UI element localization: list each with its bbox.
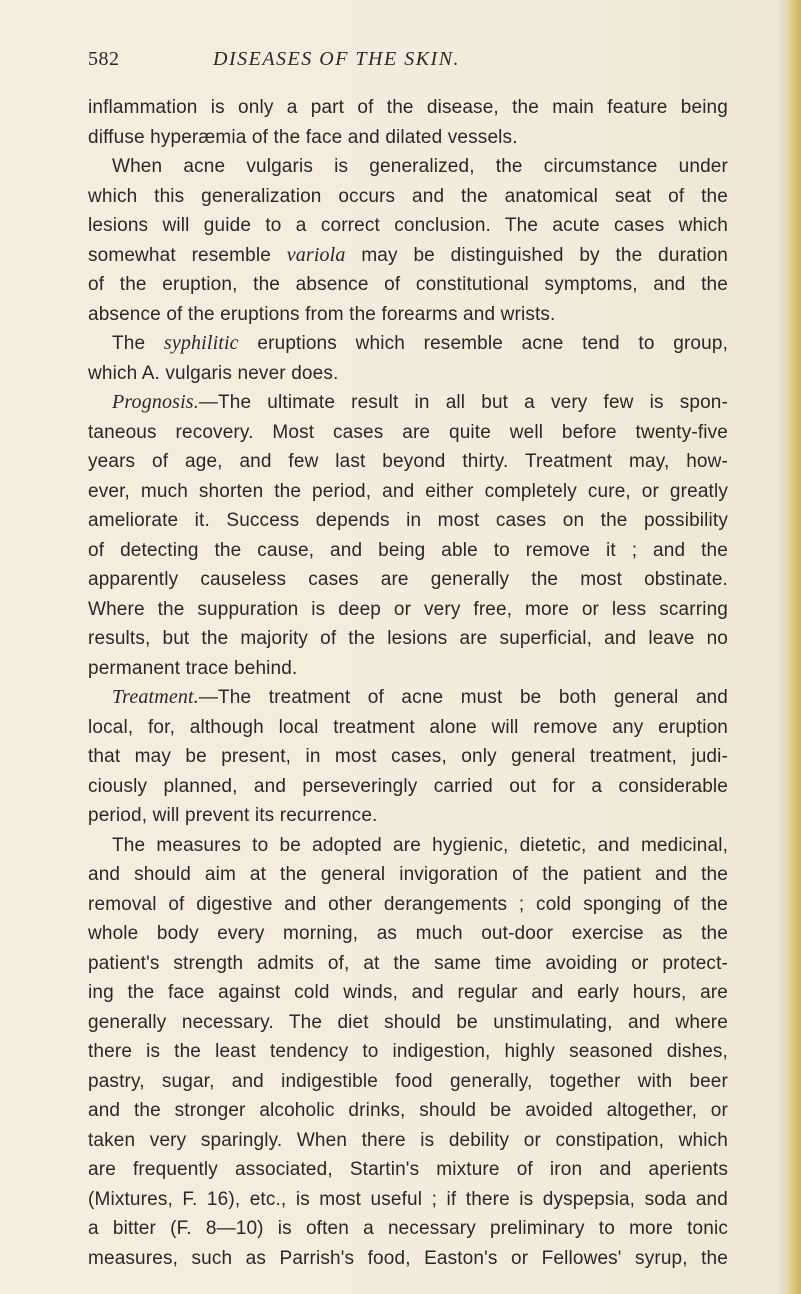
text-line [88,359,728,389]
text-line [88,978,728,1008]
text-line [88,624,728,654]
text-line [88,1096,728,1126]
text-line [88,388,728,418]
text-line [88,1214,728,1244]
text-line [88,1244,728,1274]
italic-text: syphilitic [163,332,239,354]
text-run: of detecting the cause, and being able to remove it ; and the [88,539,728,561]
text-run: absence of the eruptions from the forearms and wrists. [88,303,556,325]
text-run: permanent trace behind. [88,657,298,679]
body-text [88,93,728,1273]
text-run: a bitter (F. 8—10) is often a necessary preliminary to more tonic [88,1218,728,1239]
text-line [88,860,728,890]
text-line [88,1067,728,1097]
text-line [88,182,728,212]
text-line [88,211,728,241]
text-run: removal of digestive and other derangements ; cold sponging of the [88,893,728,915]
text-line [88,300,728,330]
text-line [88,329,728,359]
text-line [88,270,728,300]
text-run: measures, such as Parrish's food, Easton's or Fellowes' syrup, the [88,1247,728,1269]
text-run: years of age, and few last beyond thirty. Treatment may, how- [88,451,728,472]
text-run: —The ultimate result in all but a very few is spon- [198,392,728,413]
text-run: of the eruption, the absence of constitutional symptoms, and the [88,274,728,295]
page-header [88,48,728,78]
text-line [88,1008,728,1038]
text-run: results, but the majority of the lesions are superficial, and leave no [88,628,728,649]
text-line [88,506,728,536]
text-line [88,1037,728,1067]
text-line [88,1126,728,1156]
text-run: and the stronger alcoholic drinks, should be avoided altogether, or [88,1100,728,1121]
page-number: 582 [88,48,120,70]
italic-text: Prognosis. [112,391,199,413]
italic-text: variola [286,243,346,266]
text-line [88,654,728,684]
text-line [88,683,728,713]
text-run: The [112,333,164,354]
text-run: Where the suppuration is deep or very free, more or less scarring [88,598,728,620]
text-run: may be distinguished by the duration [345,244,728,266]
text-run: (Mixtures, F. 16), etc., is most useful ; if there is dyspepsia, soda and [88,1188,728,1210]
text-run: When acne vulgaris is generalized, the circumstance under [112,156,728,177]
text-line [88,742,728,772]
text-line [88,565,728,595]
text-line [88,152,728,182]
text-line [88,919,728,949]
text-run: ameliorate it. Success depends in most cases on the possibility [88,510,728,531]
text-line [88,241,728,271]
page-edge [787,0,801,1294]
text-run: that may be present, in most cases, only general treatment, judi- [88,746,728,767]
italic-text: Treatment. [112,686,199,708]
text-run: diffuse hyperæmia of the face and dilated vessels. [88,126,518,148]
text-line [88,713,728,743]
text-run: apparently causeless cases are generally the most obstinate. [88,569,728,590]
text-run: generally necessary. The diet should be unstimulating, and where [88,1011,728,1033]
text-line [88,890,728,920]
text-run: are frequently associated, Startin's mixture of iron and aperients [88,1159,728,1180]
text-run: pastry, sugar, and indigestible food generally, together with beer [88,1070,728,1092]
text-run: period, will prevent its recurrence. [88,805,378,826]
text-run: ciously planned, and perseveringly carried out for a considerable [88,775,728,797]
page-gutter-shadow [777,0,787,1294]
text-run: which this generalization occurs and the anatomical seat of the [88,185,728,207]
text-run: which A. vulgaris never does. [88,362,339,384]
text-line [88,447,728,477]
text-run: —The treatment of acne must be both general and [198,687,728,708]
text-line [88,418,728,448]
text-line [88,595,728,625]
text-run: taken very sparingly. When there is debility or constipation, which [88,1129,728,1151]
text-run: The measures to be adopted are hygienic, dietetic, and medicinal, [112,834,728,856]
text-run: ever, much shorten the period, and either completely cure, or greatly [88,480,728,502]
text-line [88,772,728,802]
text-run: inflammation is only a part of the disease, the main feature being [88,97,728,118]
text-line [88,801,728,831]
text-run: ing the face against cold winds, and regular and early hours, are [88,982,728,1003]
text-line [88,1155,728,1185]
text-line [88,831,728,861]
text-run: and should aim at the general invigoration of the patient and the [88,864,728,885]
text-run: eruptions which resemble acne tend to group, [238,333,729,354]
text-line [88,949,728,979]
text-run: local, for, although local treatment alone will remove any eruption [88,716,728,738]
running-head: DISEASES OF THE SKIN. [213,48,461,70]
text-run: patient's strength admits of, at the same time avoiding or protect- [88,952,728,974]
text-line [88,536,728,566]
text-run: lesions will guide to a correct conclusion. The acute cases which [88,215,728,236]
text-run: taneous recovery. Most cases are quite well before twenty-five [88,421,728,443]
text-run: there is the least tendency to indigestion, highly seasoned dishes, [88,1041,728,1062]
text-line [88,123,728,153]
text-run: whole body every morning, as much out-door exercise as the [88,923,728,944]
text-line [88,477,728,507]
text-line [88,93,728,123]
text-line [88,1185,728,1215]
text-run: somewhat resemble [88,244,287,266]
